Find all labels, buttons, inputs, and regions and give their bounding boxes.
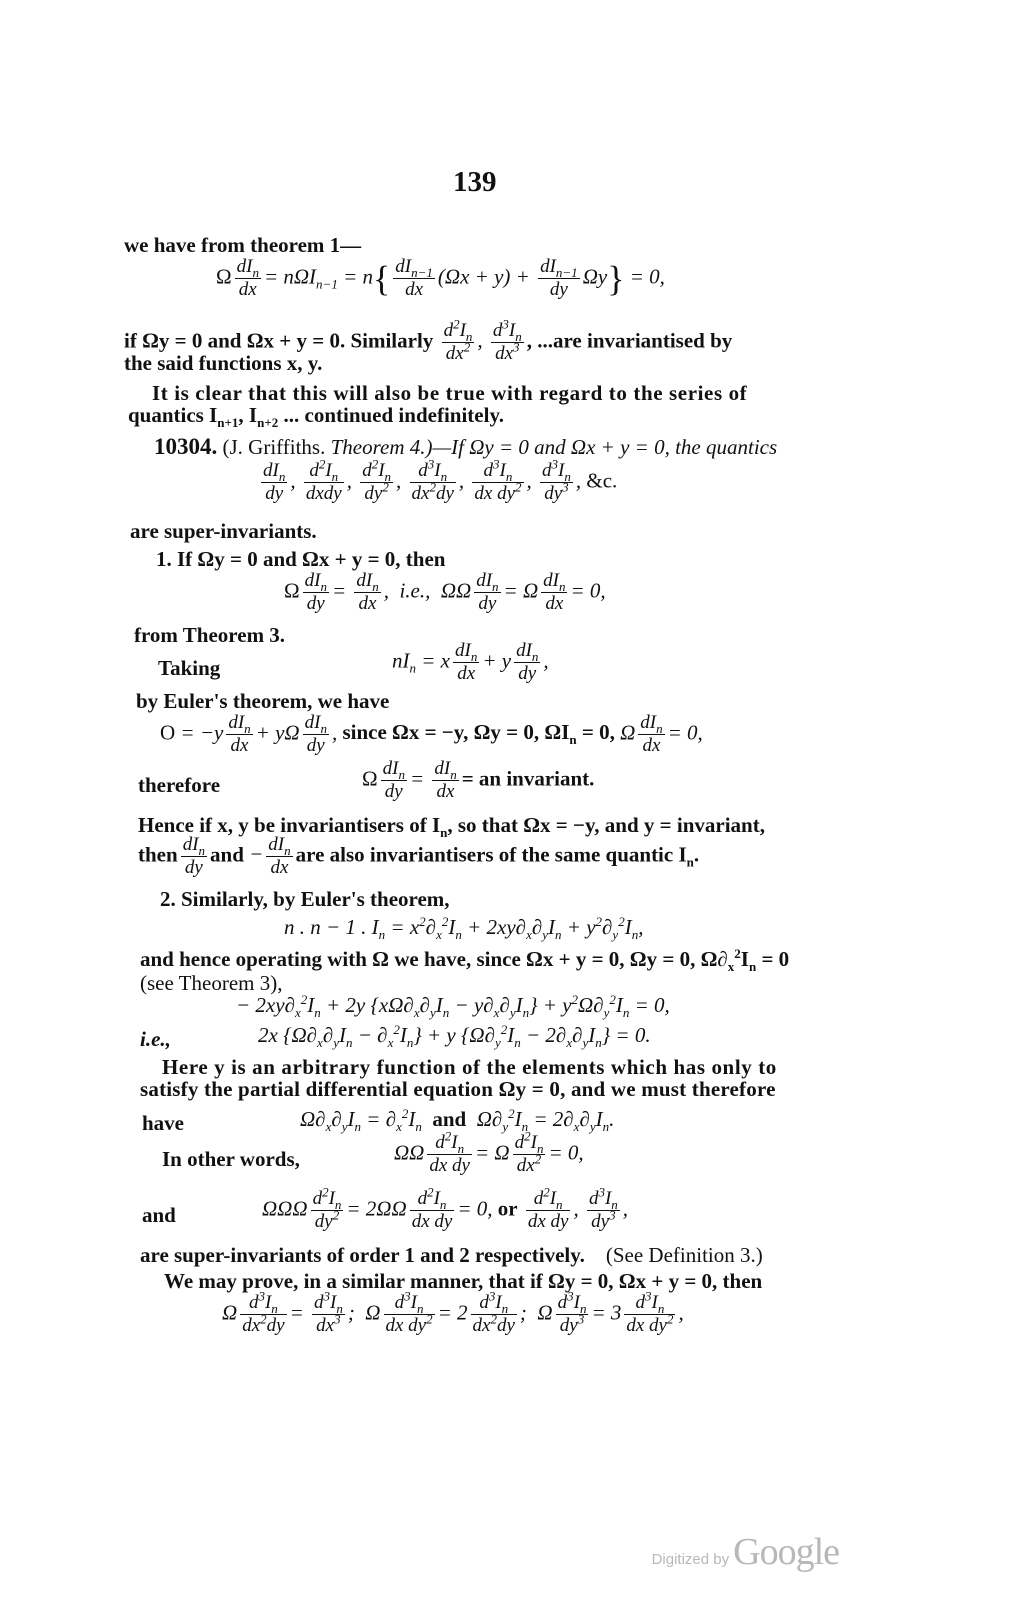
- hence-line-2: then $\frac{dI_n}{dy}$ and − $\frac{dI_n}{dx}$ are also invariantisers of the same quantic $I_n$.: [138, 834, 700, 878]
- quantics-list: $\frac{dI_n}{dy}$ , $\frac{d^2I_n}{\text{dxdy}}$ , $\frac{d^2I_n}{dy^2}$ , $\frac{d^3I_n}{dx^2dy}$ , $\frac{d^3I_n}{dx dy^2}$ , $\frac{d^3I_n}{dy^3}$ , &c.: [263, 456, 618, 504]
- since-text: since Ωx = −y, Ωy = 0, ΩI: [342, 720, 570, 745]
- clear-line-2: quantics $I_{n+1}$, $I_{n+2}$ ... continued indefinitely.: [128, 403, 505, 431]
- have-label: have: [142, 1111, 184, 1135]
- taking-label: Taking: [158, 656, 221, 680]
- equation-5: Ω $\frac{dI_n}{dy}$ = $\frac{dI_n}{dx}$ = an invariant.: [362, 758, 595, 802]
- equation-12: Ω $\frac{d^3I_n}{dx^2dy}$ = $\frac{d^3I_n}{dx^3}$ ; Ω $\frac{d^3I_n}{dx dy^2}$ = 2 $\frac{d^3I_n}{dx^2dy}$ ; Ω $\frac{d^3I_n}{dy^3}$ = 3 $\frac{d^3I_n}{dx dy^2}$ ,: [222, 1288, 684, 1336]
- equation-6: n . n − 1 . $I_n = x^2\partial_x^2I_n + 2xy\partial_x\partial_yI_n + y^2\partial_y^2I_n$,: [284, 914, 644, 943]
- equation-8: 2x $\{\Omega\partial_x\partial_yI_n - \partial_x^2I_n\} + y$ $\{\Omega\partial_y^2I_n - 2\partial_x\partial_yI_n\} = 0$.: [258, 1022, 651, 1051]
- super-invariants-line: are super-invariants.: [130, 519, 317, 543]
- therefore-label: therefore: [138, 773, 221, 797]
- if-clause-a: if Ωy = 0 and Ωx + y = 0. Similarly: [124, 328, 434, 353]
- proposition-heading: [154, 434, 777, 460]
- we-may-prove: We may prove, in a similar manner, that if Ωy = 0, Ωx + y = 0, then: [164, 1269, 763, 1293]
- clear-line-1: It is clear that this will also be true with regard to the series of: [152, 381, 748, 405]
- watermark-digitized: Digitized by: [651, 1551, 730, 1568]
- in-other-words: In other words,: [162, 1147, 300, 1171]
- if-clause-line: if Ωy = 0 and Ωx + y = 0. Similarly $\frac{d^2I_n}{dx^2}$ , $\frac{d^3I_n}{dx^3}$ , ...are invariantised by: [124, 316, 733, 364]
- equation-2: Ω $\frac{dI_n}{dy}$ = $\frac{dI_n}{dx}$ , i.e., ΩΩ $\frac{dI_n}{dy}$ = Ω $\frac{dI_n}{dx}$ = 0,: [284, 570, 606, 614]
- google-watermark: [652, 1530, 839, 1574]
- or-label: or: [497, 1196, 518, 1221]
- and-hence-line-1: and hence operating with Ω we have, since Ωx + y = 0, Ωy = 0, $\Omega\partial_x^2I_n = 0$: [140, 946, 790, 975]
- if-clause-b: , ...are invariantised by: [526, 328, 733, 353]
- proposition-number: 10304.: [154, 434, 218, 459]
- are-super-line: are super-invariants of order 1 and 2 respectively. (See Definition 3.): [140, 1243, 763, 1267]
- from-theorem-3: from Theorem 3.: [134, 623, 286, 647]
- and-label: and: [142, 1203, 176, 1227]
- hence-line-1: Hence if x, y be invariantisers of $I_n$, so that Ωx = −y, and y = invariant,: [138, 813, 765, 841]
- here-y-line-2: satisfy the partial differential equation Ωy = 0, and we must therefore: [140, 1077, 776, 1101]
- equation-7: − $2xy\partial_x^2I_n + 2y$ $\{x\Omega\partial_x\partial_yI_n - y\partial_x\partial_yI_n\} + y^2\Omega\partial_y^2I_n = 0$,: [236, 992, 670, 1021]
- by-euler-line: by Euler's theorem, we have: [136, 689, 390, 713]
- etc-label: &c.: [586, 468, 618, 493]
- google-logo: Google: [733, 1531, 839, 1573]
- item-1: 1. If Ωy = 0 and Ωx + y = 0, then: [156, 547, 446, 571]
- and-hence-line-2: (see Theorem 3),: [140, 971, 283, 995]
- page-number: 139: [453, 166, 497, 198]
- said-functions-line: the said functions x, y.: [124, 351, 323, 375]
- proposition-theorem: Theorem 4.)—If Ωy = 0 and Ωx + y = 0, the quantics: [330, 435, 778, 459]
- intro-line: we have from theorem 1—: [124, 233, 362, 257]
- equation-4: O = −y $\frac{dI_n}{dx}$ + yΩ $\frac{dI_n}{dy}$ , since Ωx = −y, Ωy = 0, $\Omega I_n = 0$, Ω $\frac{dI_n}{dx}$ = 0,: [160, 712, 703, 756]
- here-y-line-1: Here y is an arbitrary function of the elements which has only to: [162, 1055, 777, 1079]
- equation-10: ΩΩ $\frac{d^2I_n}{\text{dx dy}}$ = Ω $\frac{d^2I_n}{dx^2}$ = 0,: [394, 1128, 584, 1176]
- equation-9: $\Omega\partial_x\partial_yI_n = \partial_x^2I_n$ and $\Omega\partial_y^2I_n = 2\partial_x\partial_yI_n$.: [300, 1106, 615, 1135]
- proposition-author: (J. Griffiths.: [222, 435, 326, 459]
- ie-label: i.e.,: [140, 1027, 171, 1051]
- equation-1: Ω $\frac{dI_n}{dx}$ = nΩI$_{n-1}$ = n{ $\frac{dI_{n-1}}{dx}$ (Ωx + y) + $\frac{dI_{n-1}}{dy}$ Ωy} = 0,: [216, 256, 665, 300]
- item-2: 2. Similarly, by Euler's theorem,: [160, 887, 450, 911]
- an-invariant: = an invariant.: [461, 766, 595, 791]
- equation-11: ΩΩΩ $\frac{d^2I_n}{dy^2}$ = 2ΩΩ $\frac{d^2I_n}{\text{dx dy}}$ = 0, or $\frac{d^2I_n}{\text{dx dy}}$ , $\frac{d^3I_n}{dy^3}$ ,: [262, 1184, 629, 1232]
- equation-3: $nI_n = x$ $\frac{dI_n}{dx}$ + y $\frac{dI_n}{dy}$ ,: [392, 640, 549, 684]
